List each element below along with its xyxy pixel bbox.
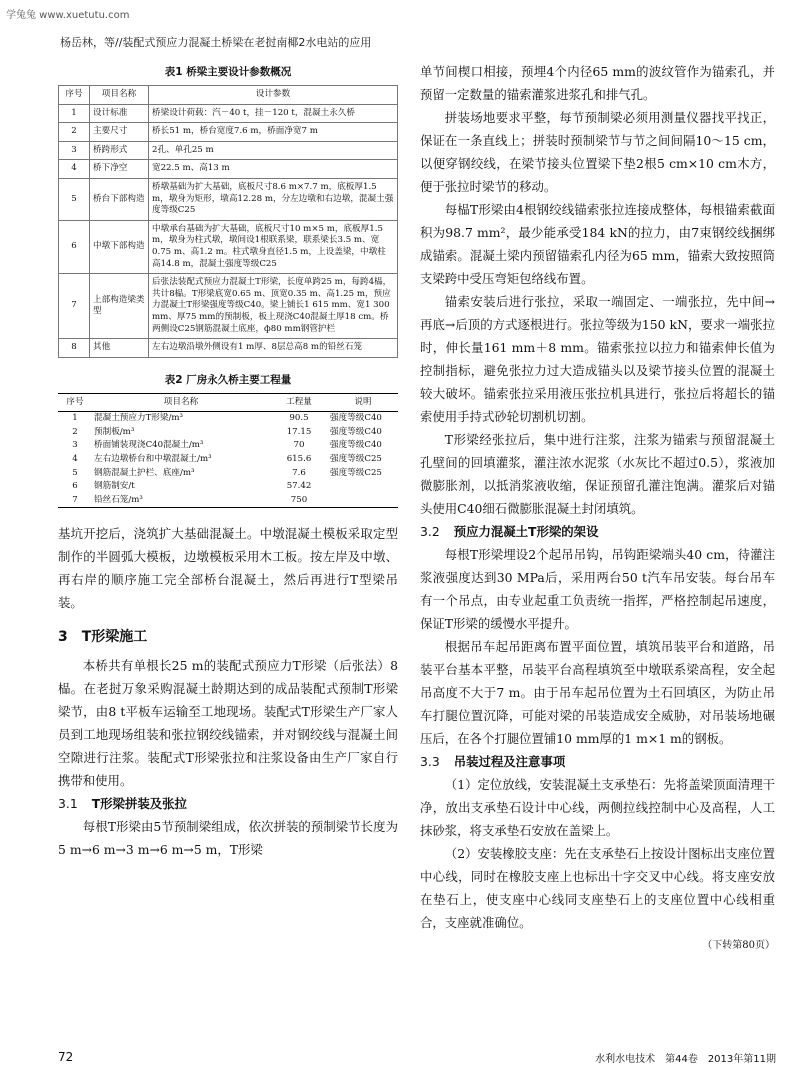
table-cell: 中墩下部构造 (90, 220, 149, 273)
table-row (59, 160, 398, 179)
watermark: 学兔兔 www.xuetutu.com (6, 10, 130, 21)
section-heading: 3 T形梁施工 (58, 629, 148, 646)
table-cell: 钢筋混凝土护栏、底座/m³ (94, 467, 195, 478)
table-cell: 7 (59, 274, 90, 339)
subsection-heading (420, 520, 775, 543)
page-number: 72 (58, 1050, 74, 1064)
table-cell: 桥跨形式 (90, 141, 149, 160)
paragraph: 锚索安装后进行张拉，采取一端固定、一端张拉，先中间→再底→后顶的方式逐根进行。张拉等级为150 kN，要求一端张拉时，伸长量161 mm＋8 mm。锚索张拉以拉力和锚索伸长值为控制指标，避免张拉力过大造成锚头以及梁节接头位置的混凝土较大破坏。锚索张拉采用液压张拉机具进行，张拉后将超长的锚索使用手持式砂轮切割机切割。 (420, 294, 775, 424)
table-cell (328, 494, 398, 508)
paragraph: 拼装场地要求平整，每节预制梁必须用测量仪器找平找正，保证在一条直线上；拼装时预制梁节与节之间间隔10～15 cm，以便穿钢绞线，在梁节接头位置梁下垫2根5 cm×10 cm木方，便于张拉时梁节的移动。 (420, 110, 775, 194)
paragraph: （1）定位放线，安装混凝土支承垫石：先将盖梁顶面清理干净，放出支承垫石设计中心线，两侧拉线控制中心及高程，人工抹砂浆，将支承垫石安放在盖梁上。 (420, 777, 775, 838)
table-cell: 57.42 (286, 481, 312, 492)
table1-header: 序号 (59, 86, 90, 105)
table-cell: 3 (59, 141, 90, 160)
subsection-title: T形梁拼装及张拉 (91, 796, 187, 812)
table-row (58, 426, 398, 440)
paragraph: T形梁经张拉后，集中进行注浆，注浆为锚索与预留混凝土孔壁间的回填灌浆，灌注浓水泥浆（水灰比不超过0.5），浆液加微膨胀剂，以抵消浆液收缩，保证预留孔灌注饱满。灌浆后对锚头使用C40细石微膨胀混凝土封闭填筑。 (420, 432, 775, 516)
subsection-heading (420, 750, 775, 773)
table-row (59, 141, 398, 160)
subsection-number: 3.3 (420, 754, 440, 769)
table-cell: 强度等级C40 (330, 440, 382, 451)
journal-footer: 水利水电技术 第44卷 2013年第11期 (595, 1054, 776, 1065)
table2-header: 工程量 (270, 393, 328, 412)
subsection-number: 3.2 (420, 524, 440, 539)
table-cell: 上部构造梁类型 (90, 274, 149, 339)
table-cell: 1 (72, 413, 78, 424)
table2-header: 项目名称 (92, 393, 270, 412)
table-row (59, 178, 398, 220)
table-row (58, 412, 398, 426)
table1-header: 项目名称 (90, 86, 149, 105)
paragraph: 单节间楔口相接，预埋4个内径65 mm的波纹管作为锚索孔，并预留一定数量的锚索灌浆进浆孔和排气孔。 (420, 64, 775, 102)
table-cell: 强度等级C25 (330, 454, 382, 465)
paragraph: （2）安装橡胶支座：先在支承垫石上按设计图标出支座位置中心线，同时在橡胶支座上也标出十字交叉中心线。将支座安放在垫石上，使支座中心线同支座垫石上的支座位置中心线相重合，支座就准确位。 (420, 846, 775, 930)
table-cell: 2 (59, 123, 90, 142)
table-row (59, 274, 398, 339)
table-cell: 强度等级C40 (330, 413, 382, 424)
paragraph: 根据吊车起吊距离布置平面位置，填筑吊装平台和道路，吊装平台基本平整，吊装平台高程填筑至中墩联系梁高程，安全起吊高度不大于7 m。由于吊车起吊位置为土石回填区，为防止吊车打腿位置沉降，可能对梁的吊装造成安全威胁，对吊装场地碾压后，在各个打腿位置铺10 mm厚的1 m×1 m的钢板。 (420, 639, 775, 746)
running-head: 杨岳林，等//装配式预应力混凝土桥梁在老挝南椰2水电站的应用 (60, 36, 372, 49)
subsection-title: 预应力混凝土T形梁的架设 (453, 524, 599, 539)
table-cell: 预制板/m³ (94, 426, 135, 437)
table-cell: 左右边墩沿墩外侧设有1 m厚、8层总高8 m的铅丝石笼 (149, 339, 398, 358)
table-cell: 铅丝石笼/m³ (94, 494, 143, 505)
table-cell: 设计标准 (90, 104, 149, 123)
table-cell: 混凝土预应力T形梁/m³ (94, 413, 183, 424)
paragraph: 每根T形梁由5节预制梁组成，依次拼装的预制梁节长度为5 m→6 m→3 m→6 m→5 m，T形梁 (58, 819, 398, 858)
table-row (58, 480, 398, 494)
table-cell: 4 (72, 454, 78, 465)
table-cell: 中墩承台基础为扩大基础，底板尺寸10 m×5 m，底板厚1.5 m，墩身为柱式墩，墩间设1根联系梁，联系梁长3.5 m、宽0.75 m、高1.2 m。柱式墩身直径1.5 m，上设盖梁，中墩柱高14.8 m，混凝土强度等级C25 (149, 220, 398, 273)
subsection-heading (58, 792, 398, 815)
paragraph: 基坑开挖后，浇筑扩大基础混凝土。中墩混凝土模板采取定型制作的半圆弧大模板，边墩模板采用木工板。按左岸及中墩、再右岸的顺序施工完全部桥台混凝土，然后再进行T型梁吊装。 (58, 526, 398, 611)
table-row (59, 339, 398, 358)
table-cell: 桥梁设计荷载：汽－40 t，挂－120 t，混凝土永久桥 (149, 104, 398, 123)
table-cell: 桥面铺装现浇C40混凝土/m³ (94, 440, 204, 451)
table2-header-row (58, 393, 398, 412)
table1-header-row (59, 86, 398, 105)
table1-header: 设计参数 (149, 86, 398, 105)
table-cell: 后张法装配式预应力混凝土T形梁，长度单跨25 m，每跨4榀，共计8榀。T形梁底宽0.65 m、顶宽0.35 m、高1.25 m，预应力混凝土T形梁强度等级C40。梁上铺长1 615 mm、宽1 300 mm、厚75 mm的预制板，板上现浇C40混凝土厚18 cm。桥两侧设C25钢筋混凝土底座，ф80 mm钢管护栏 (149, 274, 398, 339)
table-row (59, 123, 398, 142)
table-cell: 615.6 (286, 454, 312, 465)
table-cell: 桥长51 m，桥台宽度7.6 m，桥面净宽7 m (149, 123, 398, 142)
table-cell: 17.15 (286, 426, 312, 437)
table-cell: 750 (290, 494, 308, 505)
table-cell: 宽22.5 m、高13 m (149, 160, 398, 179)
table1-caption: 表1 桥梁主要设计参数概况 (164, 66, 292, 78)
table-cell: 6 (59, 220, 90, 273)
subsection-title: 吊装过程及注意事项 (453, 754, 566, 769)
table-cell: 8 (59, 339, 90, 358)
table-cell: 2孔、单孔25 m (149, 141, 398, 160)
table-cell: 强度等级C25 (330, 467, 382, 478)
table-cell: 7.6 (292, 467, 306, 478)
paragraph: 本桥共有单根长25 m的装配式预应力T形梁（后张法）8榀。在老挝万象采购混凝土龄期达到的成品装配式预制T形梁梁节，由8 t平板车运输至工地现场。装配式T形梁生产厂家人员到工地现场组装和张拉钢绞线锚索，并对钢绞线与混凝土间空隙进行注浆。装配式T形梁张拉和注浆设备由生产厂家自行携带和使用。 (58, 658, 398, 789)
table-cell: 左右边墩桥台和中墩混凝土/m³ (94, 454, 212, 465)
table-cell: 70 (293, 440, 305, 451)
table-cell: 1 (59, 104, 90, 123)
table1 (58, 85, 398, 358)
table-cell: 强度等级C40 (330, 426, 382, 437)
table-cell: 主要尺寸 (90, 123, 149, 142)
table-cell: 7 (72, 494, 78, 505)
table-cell: 桥下净空 (90, 160, 149, 179)
table2 (58, 393, 398, 509)
table2-header: 说明 (328, 393, 398, 412)
table-cell: 2 (72, 426, 78, 437)
table-cell: 90.5 (289, 413, 309, 424)
table-cell (328, 480, 398, 494)
table-row (58, 439, 398, 453)
table-cell: 桥墩基础为扩大基础，底板尺寸8.6 m×7.7 m，底板厚1.5 m，墩身为矩形，墩高12.28 m，分左边墩和右边墩，混凝土强度等级C25 (149, 178, 398, 220)
table-cell: 3 (72, 440, 78, 451)
table-cell: 5 (72, 467, 78, 478)
table-cell: 桥台下部构造 (90, 178, 149, 220)
subsection-number: 3.1 (58, 796, 78, 812)
table-row (58, 453, 398, 467)
table2-caption: 表2 厂房永久桥主要工程量 (164, 373, 292, 386)
table-cell: 4 (59, 160, 90, 179)
paragraph: 每根T形梁埋设2个起吊吊钩，吊钩距梁端头40 cm，待灌注浆液强度达到30 MPa后，采用两台50 t汽车吊安装。每台吊车有一个吊点，由专业起重工负责统一指挥，严格控制起吊速度，保证T形梁的缓慢水平提升。 (420, 547, 775, 631)
right-column (420, 60, 775, 951)
continued-note: （下转第80页） (702, 940, 775, 951)
table-cell: 6 (72, 481, 78, 492)
table2-header: 序号 (58, 393, 92, 412)
table-row (59, 104, 398, 123)
table-cell: 钢筋制安/t (94, 481, 135, 492)
paragraph: 每榀T形梁由4根钢绞线锚索张拉连接成整体，每根锚索截面积为98.7 mm²，最少能承受184 kN的拉力，由7束钢绞线捆绑成锚索。混凝土梁内预留锚索孔内径为65 mm，锚索大致按照筒支梁跨中受压弯矩包络线布置。 (420, 202, 775, 286)
table-cell: 5 (59, 178, 90, 220)
table-row (58, 467, 398, 481)
table-cell: 其他 (90, 339, 149, 358)
left-column (58, 60, 398, 861)
table-row (58, 494, 398, 508)
table-row (59, 220, 398, 273)
